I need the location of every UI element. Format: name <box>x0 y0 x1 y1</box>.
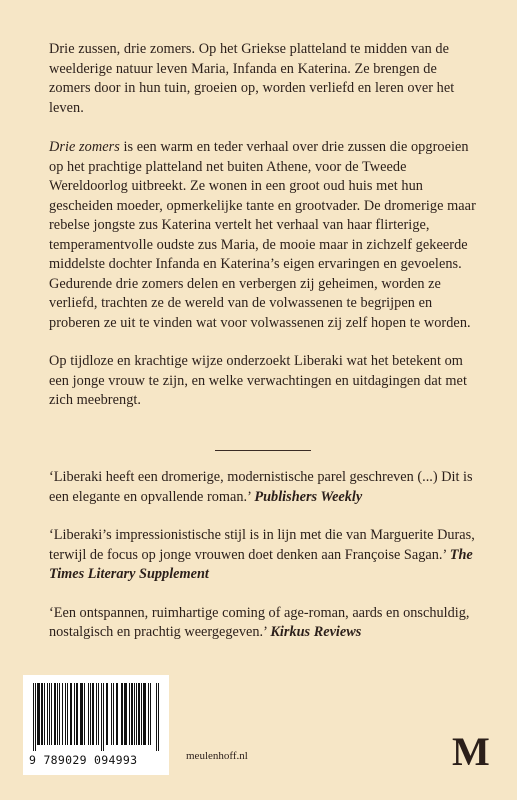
barcode-bar <box>150 683 151 745</box>
barcode-guard-bar <box>158 683 159 751</box>
barcode-guard-bar <box>35 683 36 751</box>
quote-source: Publishers Weekly <box>254 488 363 505</box>
barcode-bar <box>47 683 48 745</box>
barcode-bar <box>57 683 58 745</box>
barcode-bar <box>67 683 68 745</box>
barcode-bar <box>129 683 130 745</box>
barcode-bar <box>111 683 112 745</box>
publisher-logo: M <box>452 729 490 774</box>
barcode-bar <box>88 683 89 745</box>
barcode-bar <box>51 683 52 745</box>
barcode-bar <box>62 683 63 745</box>
barcode-bar <box>141 683 142 745</box>
barcode-guard-bar <box>33 683 34 751</box>
barcode-bar <box>121 683 123 745</box>
barcode-bar <box>113 683 114 745</box>
barcode-bar <box>116 683 118 745</box>
barcode-bar <box>106 683 108 745</box>
barcode-bar <box>136 683 137 745</box>
barcode-guard-bar <box>156 683 157 751</box>
blurb <box>49 40 479 431</box>
barcode-bar <box>84 683 85 745</box>
barcode-bar <box>134 683 135 745</box>
barcode-guard-bar <box>101 683 102 751</box>
quote-text: ‘Liberaki’s impressionistische stijl is in lijn met die van Marguerite Duras, terwijl de focus op jonge vrouwen doet denken aan Françoise Sagan.’ <box>49 527 475 563</box>
barcode-guard-bar <box>103 683 104 751</box>
barcode-bar <box>59 683 60 745</box>
quote-text: ‘Een ontspannen, ruimhartige coming of age-roman, aards en onschuldig, nostalgisch en prachtig weergegeven.’ <box>49 604 470 640</box>
book-title-italic: Drie zomers <box>49 139 120 155</box>
barcode-number: 9 789029 094993 <box>29 753 138 767</box>
barcode-bar <box>54 683 56 745</box>
barcode-bar <box>65 683 66 745</box>
barcode-bar <box>44 683 45 745</box>
barcode-bar <box>98 683 99 745</box>
review-quote <box>49 526 489 585</box>
review-quote <box>49 604 489 643</box>
review-quotes <box>49 468 489 662</box>
blurb-paragraph-2-text: is een warm en teder verhaal over drie zussen die opgroeien op het prachtige platteland net buiten Athene, voor de Tweede Wereldoorlog uitbreekt. Ze wonen in een groot oud huis met hun gescheiden moeder, opmerkelijke tante en grootvader. De dromerige maar rebelse jongste zus Katerina vertelt het verhaal van haar flirterige, temperamentvolle oudste zus Maria, de mooie maar in zichzelf gekeerde middelste dochter Infanda en Katerina’s eigen ervaringen en gevoelens. Gedurende drie zomers delen en verbergen zij geheimen, worden ze verliefd, trachten ze de wereld van de volwassenen te begrijpen en proberen ze uit te vinden wat voor volwassenen zij zelf hopen te worden. <box>49 139 476 331</box>
divider <box>215 450 311 451</box>
publisher-website: meulenhoff.nl <box>186 750 248 762</box>
barcode <box>23 675 169 775</box>
barcode-bar <box>76 683 78 745</box>
barcode-bar <box>96 683 97 745</box>
barcode-bar <box>37 683 40 745</box>
blurb-paragraph-3: Op tijdloze en krachtige wijze onderzoekt Liberaki wat het betekent om een jonge vrouw te zijn, en welke verwachtingen en uitdagingen dat met zich meebrengt. <box>49 353 467 408</box>
barcode-bar <box>92 683 94 745</box>
barcode-bar <box>124 683 127 745</box>
barcode-bar <box>49 683 50 745</box>
blurb-paragraph-2 <box>49 138 479 333</box>
review-quote <box>49 468 489 507</box>
barcode-bar <box>131 683 133 745</box>
barcode-bar <box>74 683 75 745</box>
barcode-bar <box>41 683 43 745</box>
barcode-bar <box>138 683 140 745</box>
quote-text: ‘Liberaki heeft een dromerige, modernistische parel geschreven (...) Dit is een elegante en opvallende roman.’ <box>49 469 473 505</box>
barcode-bar <box>148 683 149 745</box>
barcode-bar <box>80 683 83 745</box>
blurb-paragraph-1: Drie zussen, drie zomers. Op het Griekse platteland te midden van de weelderige natuur leven Maria, Infanda en Katerina. Ze brengen de zomers door in hun tuin, groeien op, worden verliefd en leren over het leven. <box>49 41 455 116</box>
barcode-bar <box>70 683 72 745</box>
quote-source: The Times Literary Supplement <box>49 546 473 582</box>
barcode-bars <box>31 683 161 753</box>
quote-source: Kirkus Reviews <box>270 624 362 640</box>
barcode-bar <box>90 683 91 745</box>
barcode-bar <box>143 683 146 745</box>
